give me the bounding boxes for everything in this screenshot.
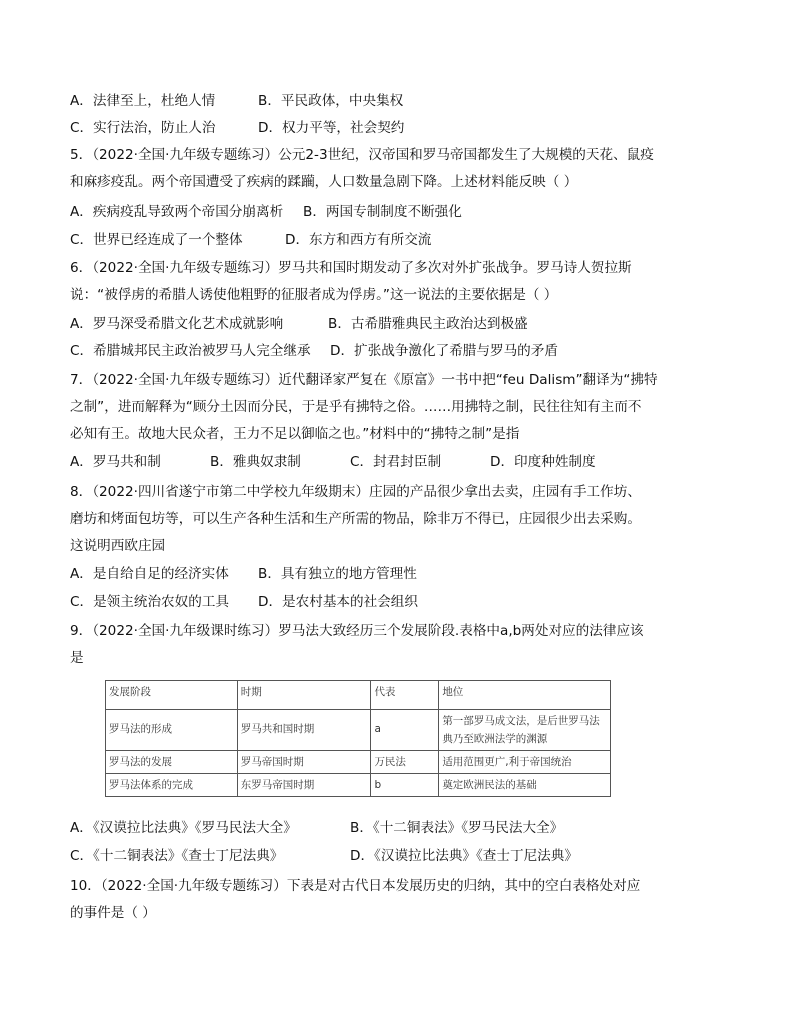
q7-stem-line2: 之制”，进而解释为“顾分土因而分民，于是乎有拂特之俗。……用拂特之制，民往往知有主而不	[70, 399, 642, 415]
q4-option-d[interactable]: D．权力平等，社会契约	[258, 120, 405, 136]
table-header-cell: 时期	[237, 681, 371, 710]
q9-option-c[interactable]: C．《十二铜表法》《查士丁尼法典》	[70, 848, 284, 864]
q8-stem-line3: 这说明西欧庄园	[70, 538, 166, 554]
table-cell: 奠定欧洲民法的基础	[439, 774, 611, 797]
table-cell: 罗马共和国时期	[237, 710, 371, 751]
q4-option-a[interactable]: A．法律至上，杜绝人情	[70, 93, 216, 109]
q6-option-c[interactable]: C．希腊城邦民主政治被罗马人完全继承	[70, 343, 311, 359]
table-header-row	[106, 681, 611, 710]
q9-option-d[interactable]: D．《汉谟拉比法典》《查士丁尼法典》	[350, 848, 578, 864]
q5-stem-line1: 5．（2022·全国·九年级专题练习）公元2-3世纪，汉帝国和罗马帝国都发生了大规模的天花、鼠疫	[70, 147, 654, 163]
table-row	[106, 710, 611, 751]
table-cell: 罗马法的发展	[106, 751, 238, 774]
table-cell: 罗马法的形成	[106, 710, 238, 751]
q6-option-d[interactable]: D．扩张战争激化了希腊与罗马的矛盾	[330, 343, 558, 359]
q6-stem-line1: 6．（2022·全国·九年级专题练习）罗马共和国时期发动了多次对外扩张战争。罗马诗人贺拉斯	[70, 260, 632, 276]
q8-option-b[interactable]: B．具有独立的地方管理性	[258, 566, 417, 582]
q9-option-b[interactable]: B．《十二铜表法》《罗马民法大全》	[350, 820, 564, 836]
table-cell: 东罗马帝国时期	[237, 774, 371, 797]
q7-option-b[interactable]: B．雅典奴隶制	[210, 454, 301, 470]
table-row	[106, 774, 611, 797]
table-cell: b	[371, 774, 439, 797]
q8-option-c[interactable]: C．是领主统治农奴的工具	[70, 594, 230, 610]
q7-option-d[interactable]: D．印度种姓制度	[490, 454, 596, 470]
q9-stem-line2: 是	[70, 650, 84, 666]
q5-option-b[interactable]: B．两国专制制度不断强化	[303, 204, 462, 220]
table-cell: 万民法	[371, 751, 439, 774]
q7-stem-line1: 7．（2022·全国·九年级专题练习）近代翻译家严复在《原富》一书中把“feu Dalism”翻译为“拂特	[70, 372, 658, 388]
q5-option-a[interactable]: A．疾病疫乱导致两个帝国分崩离析	[70, 204, 284, 220]
table-row	[106, 751, 611, 774]
table-cell: 罗马帝国时期	[237, 751, 371, 774]
table-header-cell: 发展阶段	[106, 681, 238, 710]
q6-stem-line2: 说：“被俘虏的希腊人诱使他粗野的征服者成为俘虏。”这一说法的主要依据是（ ）	[70, 287, 558, 303]
table-header-cell: 代表	[371, 681, 439, 710]
q5-option-c[interactable]: C．世界已经连成了一个整体	[70, 232, 243, 248]
roman-law-table	[105, 680, 611, 797]
q4-option-c[interactable]: C．实行法治，防止人治	[70, 120, 216, 136]
q8-stem-line1: 8．（2022·四川省遂宁市第二中学校九年级期末）庄园的产品很少拿出去卖，庄园有手工作坊、	[70, 484, 641, 500]
q5-option-d[interactable]: D．东方和西方有所交流	[285, 232, 432, 248]
table-cell: 第一部罗马成文法，是后世罗马法典乃至欧洲法学的渊源	[439, 710, 611, 751]
q8-stem-line2: 磨坊和烤面包坊等，可以生产各种生活和生产所需的物品，除非万不得已，庄园很少出去采购。	[70, 511, 641, 527]
q8-option-a[interactable]: A．是自给自足的经济实体	[70, 566, 229, 582]
q6-option-b[interactable]: B．古希腊雅典民主政治达到极盛	[328, 316, 528, 332]
q4-option-b[interactable]: B．平民政体，中央集权	[258, 93, 404, 109]
q7-stem-line3: 必知有王。故地大民众者，王力不足以御临之也。”材料中的“拂特之制”是指	[70, 426, 520, 442]
q9-stem-line1: 9．（2022·全国·九年级课时练习）罗马法大致经历三个发展阶段.表格中a,b两处对应的法律应该	[70, 623, 644, 639]
q10-stem-line2: 的事件是（ ）	[70, 905, 156, 921]
q8-option-d[interactable]: D．是农村基本的社会组织	[258, 594, 418, 610]
q9-option-a[interactable]: A．《汉谟拉比法典》《罗马民法大全》	[70, 820, 297, 836]
table-cell: 适用范围更广,利于帝国统治	[439, 751, 611, 774]
q7-option-c[interactable]: C．封君封臣制	[350, 454, 442, 470]
table-cell: a	[371, 710, 439, 751]
table-header-cell: 地位	[439, 681, 611, 710]
q5-stem-line2: 和麻疹疫乱。两个帝国遭受了疾病的蹂躏，人口数量急剧下降。上述材料能反映（ ）	[70, 174, 578, 190]
q7-option-a[interactable]: A．罗马共和制	[70, 454, 161, 470]
table-cell: 罗马法体系的完成	[106, 774, 238, 797]
q6-option-a[interactable]: A．罗马深受希腊文化艺术成就影响	[70, 316, 284, 332]
q10-stem-line1: 10．（2022·全国·九年级专题练习）下表是对古代日本发展历史的归纳，其中的空白表格处对应	[70, 878, 641, 894]
